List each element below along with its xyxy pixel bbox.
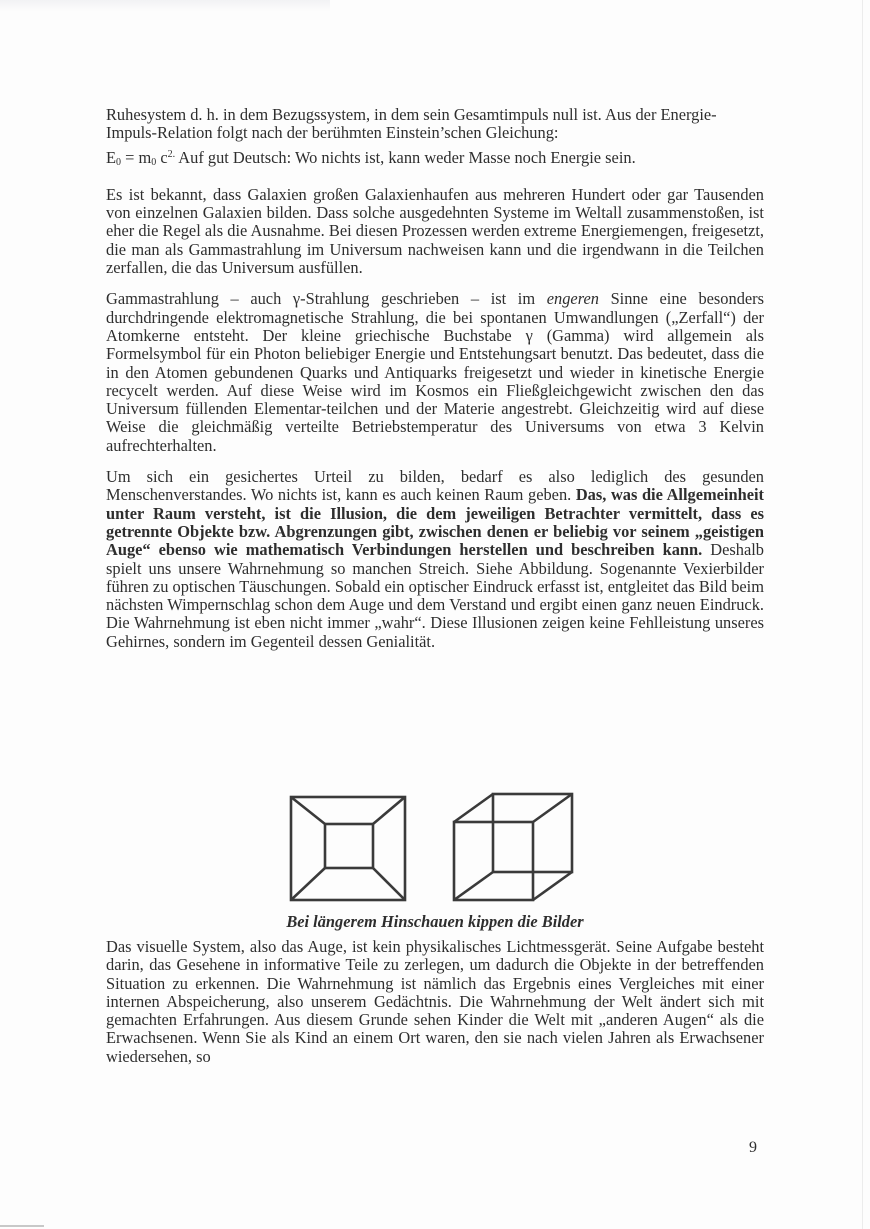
paragraph-text: Gammastrahlung – auch γ-Strahlung geschrieben – ist im <box>106 289 547 309</box>
paragraph-4 <box>106 290 764 455</box>
illusion-drawings <box>280 790 580 908</box>
paragraph-text: Deshalb spielt uns unsere Wahrnehmung so manchen Streich. Siehe Abbildung. Sogenannte Vexierbilder führen zu optischen Täuschungen. Sobald ein optischer Eindruck erfasst ist, entgleitet das Bild beim nächsten Wimpernschlag schon dem Auge und dem Verstand und ergibt einen ganz neuen Eindruck. Die Wahrnehmung ist eben nicht immer „wahr“. Diese Illusionen zeigen keine Fehlleistung unseres Gehirnes, sondern im Gegenteil dessen Genialität. <box>106 540 764 651</box>
paragraph-text: Das visuelle System, also das Auge, ist kein physikalisches Lichtmessgerät. Seine Aufgabe besteht darin, das Gesehene in informative Teile zu zerlegen, um dadurch die Objekte in der betreffenden Situation zu erkennen. Die Wahrnehmung ist nämlich das Ergebnis eines Vergleiches mit einer internen Abspeicherung, also unserem Gedächtnis. Die Wahrnehmung der Welt ändert sich mit gemachten Erfahrungen. Aus diesem Grunde sehen Kinder die Welt mit „anderen Augen“ als die Erwachsenen. Wenn Sie als Kind an einem Ort waren, den sie nach vielen Jahren als Erwachsener wiedersehen, so <box>106 937 764 1066</box>
formula-e-subscript: 0 <box>116 156 122 168</box>
paragraph-3 <box>106 186 764 277</box>
formula-m-subscript: 0 <box>151 156 157 168</box>
paragraph-6 <box>106 938 764 1066</box>
truncated-pyramid-illusion <box>291 797 405 900</box>
formula-equals-m: = m <box>121 147 152 167</box>
cube-edge-bl <box>454 872 493 900</box>
paragraph-text: Um sich ein gesichertes Urteil zu bilden, bedarf es also lediglich des gesunden Menschenverstandes. Wo nichts ist, kann es auch keinen Raum geben. <box>106 467 764 505</box>
scan-shade <box>0 0 330 12</box>
page-edge-line <box>862 0 863 1229</box>
pyramid-edge-bl <box>291 868 325 900</box>
paragraph-5 <box>106 468 764 651</box>
optical-illusion-figure <box>280 790 580 908</box>
document-body-top <box>106 106 764 664</box>
page-number: 9 <box>749 1139 757 1156</box>
page-edge-mark <box>0 1225 44 1227</box>
cube-edge-tl <box>454 794 493 822</box>
pyramid-inner-square <box>325 824 373 868</box>
formula-e: E <box>106 147 117 167</box>
pyramid-edge-tl <box>291 797 325 824</box>
cube-edge-tr <box>533 794 572 822</box>
paragraph-text: Es ist bekannt, dass Galaxien großen Galaxienhaufen aus mehreren Hundert oder gar Tausenden von einzelnen Galaxien bilden. Dass solche ausgedehnten Systeme im Weltall zusammenstoßen, ist eher die Regel als die Ausnahme. Bei diesen Prozessen werden extreme Energiemengen, freigesetzt, die man als Gammastrahlung im Universum nachweisen kann und die irgendwann in die Teilchen zerfallen, die das Universum ausfüllen. <box>106 184 764 278</box>
paragraph-1 <box>106 106 764 143</box>
pyramid-edge-tr <box>373 797 405 824</box>
paragraph-text: Sinne eine besonders durchdringende elektromagnetische Strahlung, die bei spontanen Umwandlungen („Zerfall“) der Atomkerne entsteht. Der kleine griechische Buchstabe γ (Gamma) wird allgemein als Formelsymbol für ein Photon beliebiger Energie und Entstehungsart benutzt. Das bedeutet, dass die in den Atomen gebundenen Quarks und Antiquarks freigesetzt und wieder in kinetische Energie recycelt werden. Auf diese Weise wird im Kosmos ein Fließgleichgewicht zwischen den das Universum füllenden Elementar-teilchen und der Materie angestrebt. Gleichzeitig wird auf diese Weise die gleichmäßig verteilte Betriebstemperatur des Universums von etwa 3 Kelvin aufrechterhalten. <box>106 289 765 455</box>
paragraph-formula <box>106 149 764 167</box>
formula-c: c <box>156 147 168 167</box>
necker-cube-illusion <box>454 794 572 900</box>
emphasis-text: engeren <box>546 289 599 309</box>
figure-caption: Bei längerem Hinschauen kippen die Bilder <box>286 912 584 931</box>
pyramid-edge-br <box>373 868 405 900</box>
formula-c-superscript: 2. <box>167 148 176 160</box>
formula-rest-text: Auf gut Deutsch: Wo nichts ist, kann weder Masse noch Energie sein. <box>175 147 636 167</box>
bold-statement: Das, was die Allgemeinheit unter Raum versteht, ist die Illusion, die dem jeweiligen Betrachter vermittelt, dass es getrennte Objekte bzw. Abgrenzungen gibt, zwischen denen er beliebig vor seinem „geistigen Auge“ ebenso wie mathematisch Verbindungen herstellen und beschreiben kann. <box>106 485 764 560</box>
paragraph-text: Ruhesystem d. h. in dem Bezugssystem, in dem sein Gesamtimpuls null ist. Aus der Energie-Impuls-Relation folgt nach der berühmten Einstein’schen Gleichung: <box>106 105 717 143</box>
document-body-bottom <box>106 938 764 1079</box>
cube-edge-br <box>533 872 572 900</box>
